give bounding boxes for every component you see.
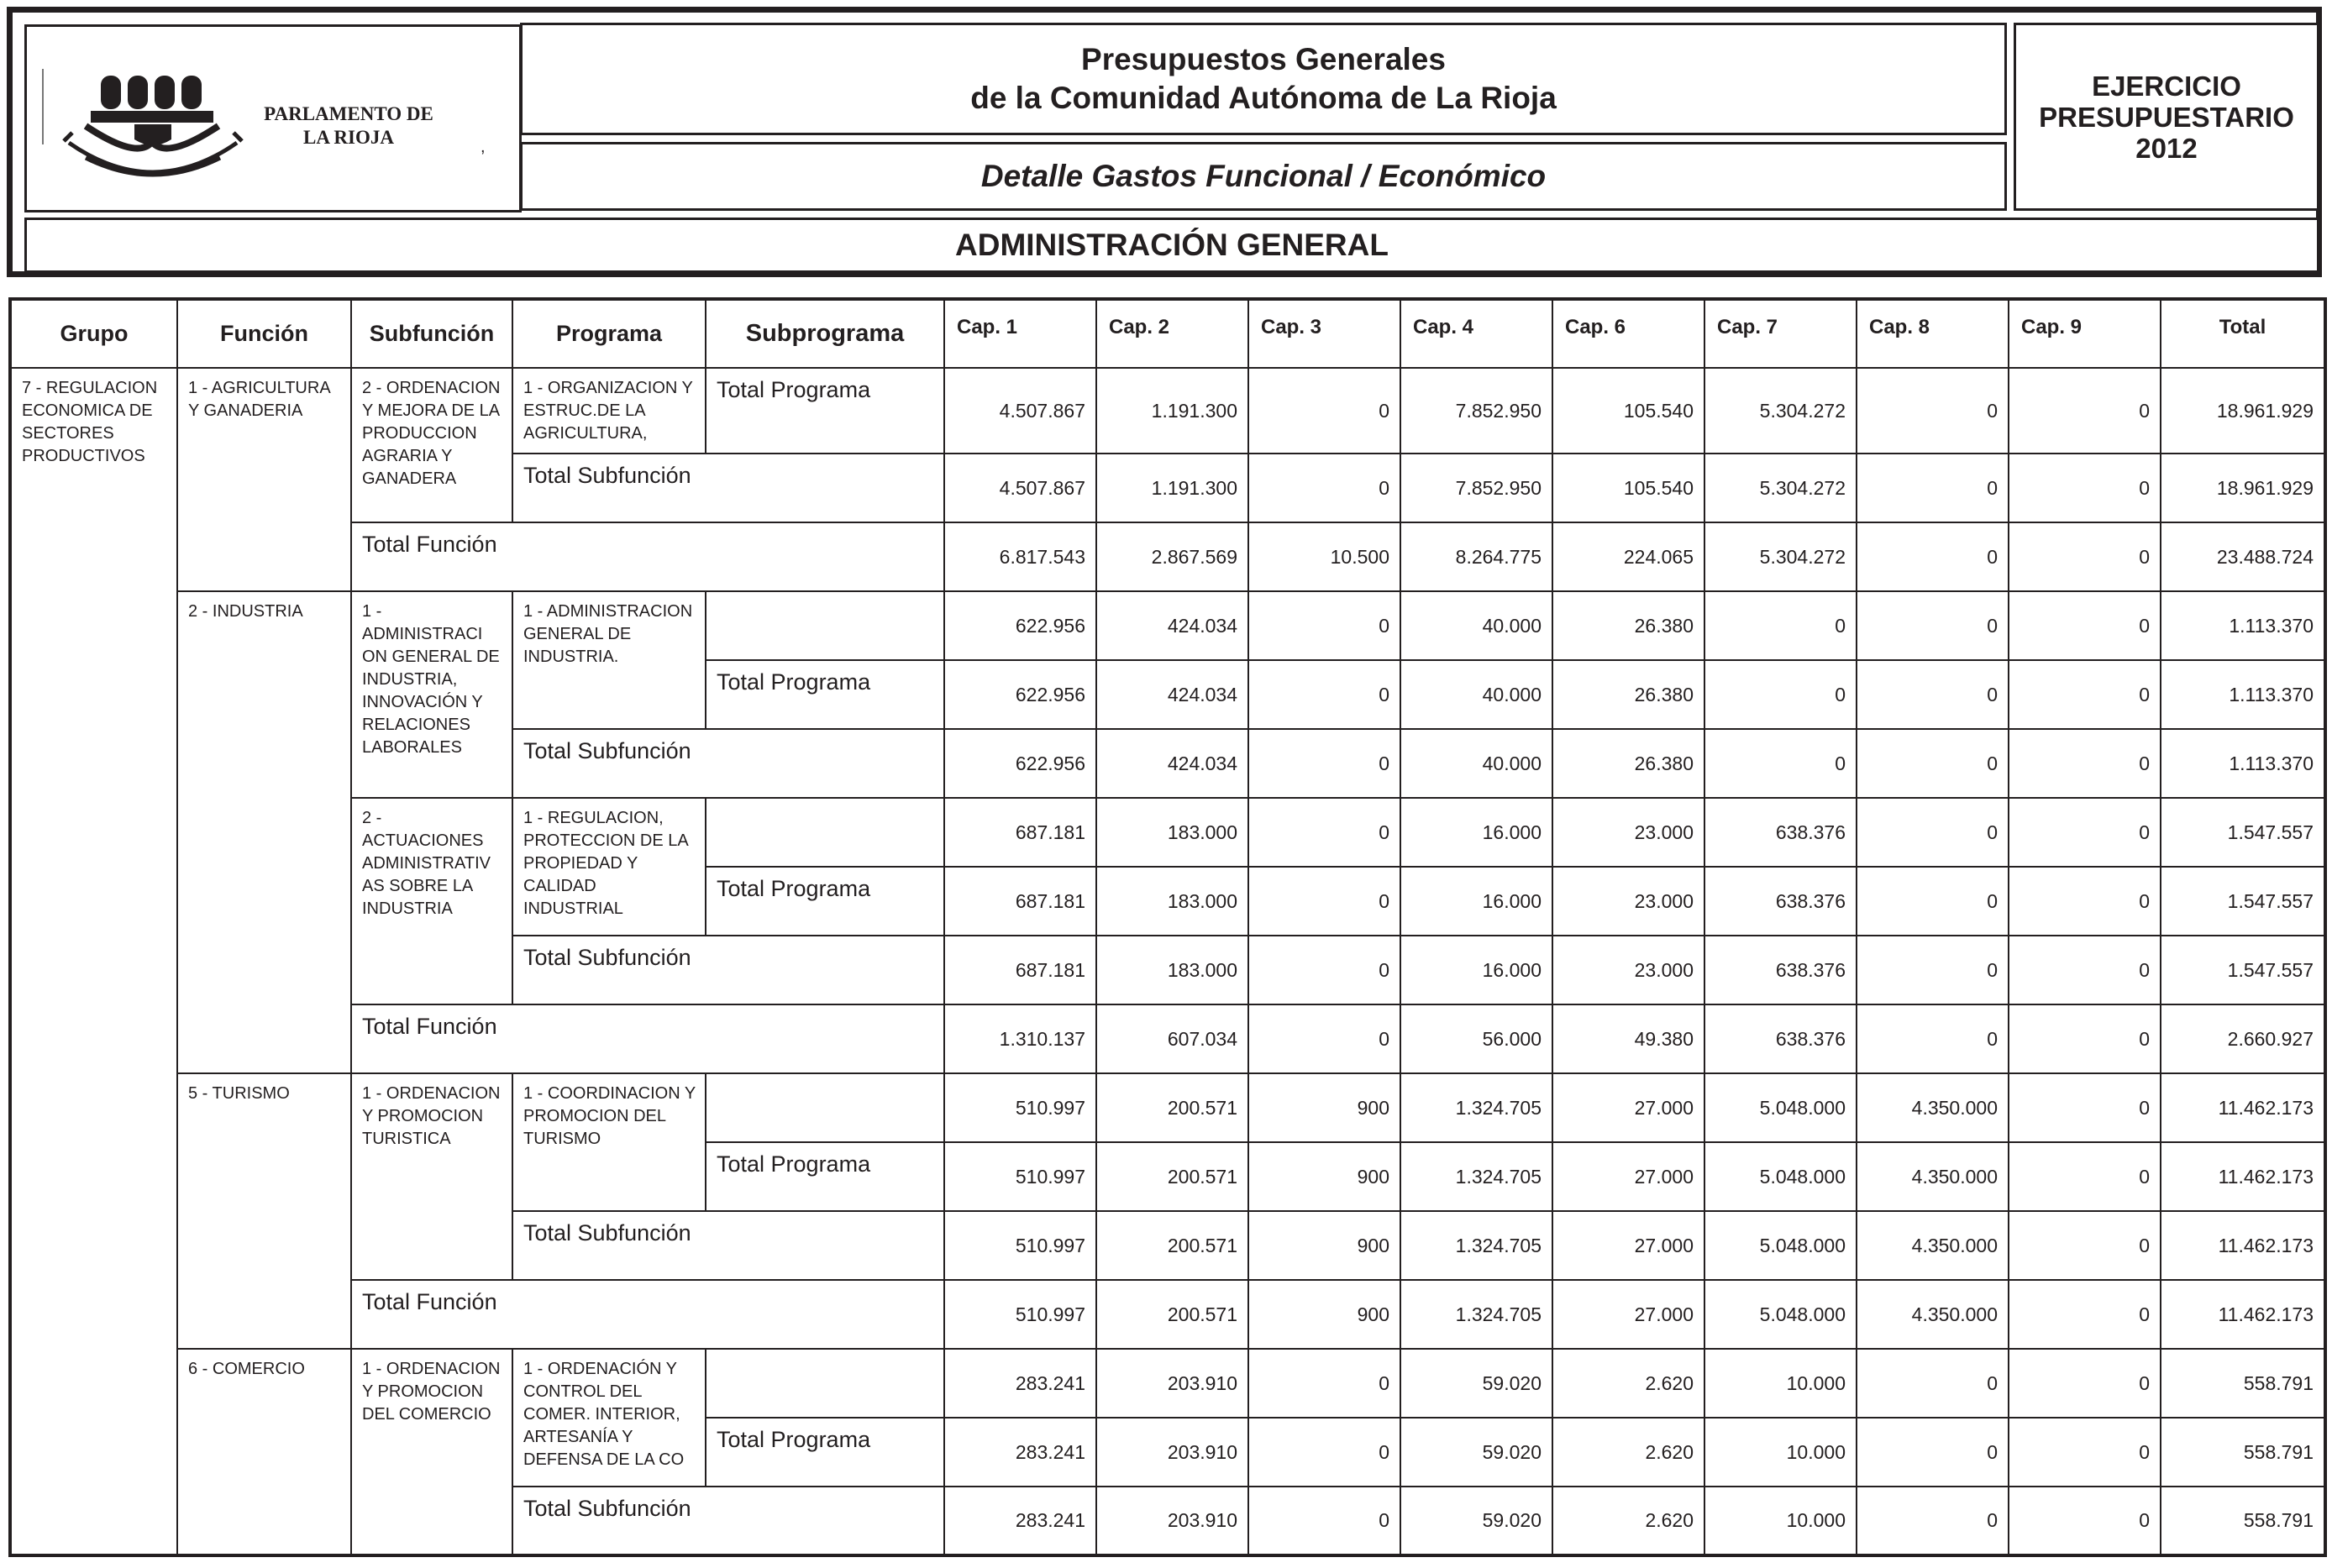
col-total: Total (2161, 299, 2325, 368)
value-cap7: 5.048.000 (1704, 1211, 1857, 1280)
value-cap3: 0 (1248, 591, 1400, 660)
total-programa-label: Total Programa (706, 368, 944, 454)
value-cap1: 510.997 (944, 1142, 1096, 1211)
value-cap1: 687.181 (944, 867, 1096, 936)
value-cap1: 283.241 (944, 1418, 1096, 1487)
value-cap2: 200.571 (1096, 1073, 1248, 1142)
value-cap4: 1.324.705 (1400, 1280, 1552, 1349)
value-total: 1.547.557 (2161, 936, 2325, 1004)
value-cap3: 0 (1248, 1004, 1400, 1073)
value-total: 558.791 (2161, 1487, 2325, 1555)
value-total: 18.961.929 (2161, 368, 2325, 454)
programa-cell: 1 - REGULACION, PROTECCION DE LA PROPIEDAD Y CALIDAD INDUSTRIAL (512, 798, 706, 936)
value-cap2: 203.910 (1096, 1418, 1248, 1487)
value-cap9: 0 (2009, 1418, 2161, 1487)
value-cap3: 0 (1248, 1418, 1400, 1487)
table-row (10, 591, 2325, 660)
value-cap6: 26.380 (1552, 591, 1704, 660)
value-cap8: 0 (1857, 454, 2009, 522)
value-cap6: 26.380 (1552, 729, 1704, 798)
col-cap1: Cap. 1 (944, 299, 1096, 368)
value-cap9: 0 (2009, 936, 2161, 1004)
value-cap2: 424.034 (1096, 591, 1248, 660)
value-cap6: 27.000 (1552, 1073, 1704, 1142)
value-cap4: 59.020 (1400, 1487, 1552, 1555)
total-subfuncion-label: Total Subfunción (512, 1487, 944, 1555)
table-header-row (10, 299, 2325, 368)
value-cap4: 56.000 (1400, 1004, 1552, 1073)
subprograma-cell (706, 798, 944, 867)
value-cap1: 283.241 (944, 1487, 1096, 1555)
value-total: 1.113.370 (2161, 729, 2325, 798)
value-total: 1.547.557 (2161, 798, 2325, 867)
value-cap7: 0 (1704, 591, 1857, 660)
value-cap3: 0 (1248, 1349, 1400, 1418)
logo-panel (24, 24, 522, 212)
value-cap9: 0 (2009, 660, 2161, 729)
subprograma-cell (706, 591, 944, 660)
value-cap1: 622.956 (944, 591, 1096, 660)
table-row (10, 522, 2325, 591)
value-cap9: 0 (2009, 729, 2161, 798)
value-cap2: 2.867.569 (1096, 522, 1248, 591)
funcion-cell: 1 - AGRICULTURA Y GANADERIA (177, 368, 351, 591)
report-subtitle: Detalle Gastos Funcional / Económico (520, 142, 2007, 211)
table-row (10, 1349, 2325, 1418)
budget-table (8, 297, 2327, 1557)
value-cap8: 0 (1857, 1487, 2009, 1555)
value-cap9: 0 (2009, 798, 2161, 867)
value-cap4: 40.000 (1400, 591, 1552, 660)
value-cap7: 5.048.000 (1704, 1073, 1857, 1142)
value-cap1: 687.181 (944, 798, 1096, 867)
col-cap4: Cap. 4 (1400, 299, 1552, 368)
total-programa-label: Total Programa (706, 660, 944, 729)
value-cap2: 200.571 (1096, 1280, 1248, 1349)
value-cap1: 6.817.543 (944, 522, 1096, 591)
value-cap7: 10.000 (1704, 1487, 1857, 1555)
value-cap7: 638.376 (1704, 867, 1857, 936)
value-cap4: 40.000 (1400, 729, 1552, 798)
value-cap2: 424.034 (1096, 660, 1248, 729)
value-total: 23.488.724 (2161, 522, 2325, 591)
col-cap2: Cap. 2 (1096, 299, 1248, 368)
value-cap1: 622.956 (944, 660, 1096, 729)
value-cap2: 200.571 (1096, 1211, 1248, 1280)
value-cap2: 1.191.300 (1096, 454, 1248, 522)
ejercicio-line2: PRESUPUESTARIO (2039, 101, 2294, 133)
col-programa: Programa (512, 299, 706, 368)
value-cap6: 2.620 (1552, 1487, 1704, 1555)
value-cap1: 510.997 (944, 1211, 1096, 1280)
total-subfuncion-label: Total Subfunción (512, 1211, 944, 1280)
value-cap8: 0 (1857, 936, 2009, 1004)
subfuncion-cell: 1 - ADMINISTRACI ON GENERAL DE INDUSTRIA, INNOVACIÓN Y RELACIONES LABORALES (351, 591, 512, 798)
col-cap7: Cap. 7 (1704, 299, 1857, 368)
value-cap7: 638.376 (1704, 1004, 1857, 1073)
ejercicio-year: 2012 (2135, 132, 2198, 164)
value-cap9: 0 (2009, 522, 2161, 591)
value-cap1: 510.997 (944, 1280, 1096, 1349)
value-cap7: 5.048.000 (1704, 1142, 1857, 1211)
value-cap7: 5.048.000 (1704, 1280, 1857, 1349)
value-cap2: 203.910 (1096, 1487, 1248, 1555)
col-cap8: Cap. 8 (1857, 299, 2009, 368)
subprograma-cell (706, 1073, 944, 1142)
subprograma-cell (706, 1349, 944, 1418)
value-cap3: 0 (1248, 867, 1400, 936)
parliament-logo-icon (60, 60, 262, 186)
logo-text-line2: LA RIOJA (303, 127, 394, 148)
value-cap9: 0 (2009, 368, 2161, 454)
value-cap3: 0 (1248, 454, 1400, 522)
value-cap8: 0 (1857, 1418, 2009, 1487)
value-cap4: 8.264.775 (1400, 522, 1552, 591)
value-cap9: 0 (2009, 454, 2161, 522)
total-programa-label: Total Programa (706, 867, 944, 936)
title-line1: Presupuestos Generales (1081, 42, 1446, 76)
grupo-cell: 7 - REGULACION ECONOMICA DE SECTORES PRODUCTIVOS (10, 368, 177, 1555)
value-cap2: 424.034 (1096, 729, 1248, 798)
subfuncion-cell: 2 - ORDENACION Y MEJORA DE LA PRODUCCION AGRARIA Y GANADERA (351, 368, 512, 522)
table-row (10, 1280, 2325, 1349)
value-cap3: 0 (1248, 936, 1400, 1004)
subfuncion-cell: 1 - ORDENACION Y PROMOCION DEL COMERCIO (351, 1349, 512, 1555)
value-cap2: 607.034 (1096, 1004, 1248, 1073)
value-cap2: 200.571 (1096, 1142, 1248, 1211)
report-header (7, 7, 2322, 277)
value-cap9: 0 (2009, 1211, 2161, 1280)
title-line2: de la Comunidad Autónoma de La Rioja (970, 81, 1557, 115)
value-cap8: 0 (1857, 591, 2009, 660)
value-cap7: 10.000 (1704, 1418, 1857, 1487)
value-cap9: 0 (2009, 1349, 2161, 1418)
total-funcion-label: Total Función (351, 1280, 944, 1349)
value-cap4: 59.020 (1400, 1418, 1552, 1487)
value-cap8: 0 (1857, 660, 2009, 729)
value-cap9: 0 (2009, 1142, 2161, 1211)
subfuncion-cell: 2 - ACTUACIONES ADMINISTRATIV AS SOBRE LA INDUSTRIA (351, 798, 512, 1004)
value-total: 1.113.370 (2161, 591, 2325, 660)
value-cap3: 0 (1248, 729, 1400, 798)
value-cap4: 1.324.705 (1400, 1142, 1552, 1211)
value-cap3: 0 (1248, 660, 1400, 729)
value-cap1: 4.507.867 (944, 368, 1096, 454)
value-cap4: 1.324.705 (1400, 1211, 1552, 1280)
value-cap6: 105.540 (1552, 454, 1704, 522)
value-total: 18.961.929 (2161, 454, 2325, 522)
value-cap4: 16.000 (1400, 936, 1552, 1004)
value-total: 1.547.557 (2161, 867, 2325, 936)
total-funcion-label: Total Función (351, 1004, 944, 1073)
value-cap1: 1.310.137 (944, 1004, 1096, 1073)
value-cap2: 203.910 (1096, 1349, 1248, 1418)
table-row (10, 1004, 2325, 1073)
value-total: 558.791 (2161, 1349, 2325, 1418)
value-cap8: 0 (1857, 522, 2009, 591)
total-subfuncion-label: Total Subfunción (512, 936, 944, 1004)
value-cap1: 687.181 (944, 936, 1096, 1004)
value-cap9: 0 (2009, 1280, 2161, 1349)
value-cap9: 0 (2009, 1004, 2161, 1073)
value-cap4: 16.000 (1400, 867, 1552, 936)
value-cap9: 0 (2009, 867, 2161, 936)
col-grupo: Grupo (10, 299, 177, 368)
value-cap6: 23.000 (1552, 936, 1704, 1004)
value-cap1: 622.956 (944, 729, 1096, 798)
table-row (10, 798, 2325, 867)
value-cap6: 49.380 (1552, 1004, 1704, 1073)
value-cap8: 0 (1857, 729, 2009, 798)
value-cap2: 183.000 (1096, 936, 1248, 1004)
programa-cell: 1 - ORDENACIÓN Y CONTROL DEL COMER. INTERIOR, ARTESANÍA Y DEFENSA DE LA CO (512, 1349, 706, 1487)
value-cap9: 0 (2009, 591, 2161, 660)
value-cap9: 0 (2009, 1073, 2161, 1142)
value-cap6: 23.000 (1552, 867, 1704, 936)
value-cap4: 40.000 (1400, 660, 1552, 729)
col-subfuncion: Subfunción (351, 299, 512, 368)
col-cap3: Cap. 3 (1248, 299, 1400, 368)
total-programa-label: Total Programa (706, 1418, 944, 1487)
value-cap7: 638.376 (1704, 936, 1857, 1004)
value-cap1: 4.507.867 (944, 454, 1096, 522)
value-cap8: 4.350.000 (1857, 1073, 2009, 1142)
value-cap8: 0 (1857, 867, 2009, 936)
value-total: 558.791 (2161, 1418, 2325, 1487)
value-cap6: 105.540 (1552, 368, 1704, 454)
ejercicio-panel (2014, 23, 2319, 211)
value-total: 2.660.927 (2161, 1004, 2325, 1073)
value-cap3: 900 (1248, 1142, 1400, 1211)
value-cap2: 183.000 (1096, 798, 1248, 867)
value-cap2: 183.000 (1096, 867, 1248, 936)
total-subfuncion-label: Total Subfunción (512, 729, 944, 798)
value-cap4: 1.324.705 (1400, 1073, 1552, 1142)
ejercicio-line1: EJERCICIO (2092, 70, 2241, 102)
value-cap6: 2.620 (1552, 1349, 1704, 1418)
logo-comma-mark: , (481, 138, 486, 156)
col-funcion: Función (177, 299, 351, 368)
logo-text-line1: PARLAMENTO DE (264, 103, 433, 124)
total-funcion-label: Total Función (351, 522, 944, 591)
col-cap6: Cap. 6 (1552, 299, 1704, 368)
value-cap7: 5.304.272 (1704, 522, 1857, 591)
programa-cell: 1 - ORGANIZACION Y ESTRUC.DE LA AGRICULTURA, (512, 368, 706, 454)
value-cap3: 900 (1248, 1073, 1400, 1142)
value-cap3: 10.500 (1248, 522, 1400, 591)
funcion-cell: 5 - TURISMO (177, 1073, 351, 1349)
logo-text (260, 102, 437, 149)
value-cap8: 0 (1857, 798, 2009, 867)
subfuncion-cell: 1 - ORDENACION Y PROMOCION TURISTICA (351, 1073, 512, 1280)
value-total: 11.462.173 (2161, 1073, 2325, 1142)
value-cap1: 283.241 (944, 1349, 1096, 1418)
value-cap8: 4.350.000 (1857, 1280, 2009, 1349)
programa-cell: 1 - ADMINISTRACION GENERAL DE INDUSTRIA. (512, 591, 706, 729)
value-cap7: 638.376 (1704, 798, 1857, 867)
value-cap6: 27.000 (1552, 1142, 1704, 1211)
col-cap9: Cap. 9 (2009, 299, 2161, 368)
value-cap1: 510.997 (944, 1073, 1096, 1142)
programa-cell: 1 - COORDINACION Y PROMOCION DEL TURISMO (512, 1073, 706, 1211)
value-cap7: 5.304.272 (1704, 454, 1857, 522)
value-cap3: 900 (1248, 1280, 1400, 1349)
value-cap7: 10.000 (1704, 1349, 1857, 1418)
value-cap8: 0 (1857, 1349, 2009, 1418)
value-cap6: 224.065 (1552, 522, 1704, 591)
value-total: 1.113.370 (2161, 660, 2325, 729)
value-total: 11.462.173 (2161, 1142, 2325, 1211)
value-cap3: 0 (1248, 1487, 1400, 1555)
value-cap7: 0 (1704, 660, 1857, 729)
margin-mark (42, 69, 44, 144)
report-title (520, 23, 2007, 135)
value-cap4: 7.852.950 (1400, 368, 1552, 454)
table-row (10, 1073, 2325, 1142)
value-cap8: 0 (1857, 368, 2009, 454)
value-total: 11.462.173 (2161, 1211, 2325, 1280)
value-cap6: 27.000 (1552, 1280, 1704, 1349)
value-cap8: 4.350.000 (1857, 1142, 2009, 1211)
value-cap8: 0 (1857, 1004, 2009, 1073)
value-cap4: 59.020 (1400, 1349, 1552, 1418)
value-cap3: 0 (1248, 368, 1400, 454)
value-cap3: 900 (1248, 1211, 1400, 1280)
value-cap6: 26.380 (1552, 660, 1704, 729)
total-subfuncion-label: Total Subfunción (512, 454, 944, 522)
value-cap4: 16.000 (1400, 798, 1552, 867)
value-cap6: 2.620 (1552, 1418, 1704, 1487)
value-cap7: 5.304.272 (1704, 368, 1857, 454)
value-cap3: 0 (1248, 798, 1400, 867)
value-cap8: 4.350.000 (1857, 1211, 2009, 1280)
value-cap6: 23.000 (1552, 798, 1704, 867)
value-cap2: 1.191.300 (1096, 368, 1248, 454)
value-cap9: 0 (2009, 1487, 2161, 1555)
total-programa-label: Total Programa (706, 1142, 944, 1211)
funcion-cell: 6 - COMERCIO (177, 1349, 351, 1555)
section-title: ADMINISTRACIÓN GENERAL (24, 218, 2319, 273)
value-cap7: 0 (1704, 729, 1857, 798)
value-total: 11.462.173 (2161, 1280, 2325, 1349)
col-subprograma: Subprograma (706, 299, 944, 368)
value-cap6: 27.000 (1552, 1211, 1704, 1280)
table-row (10, 368, 2325, 454)
value-cap4: 7.852.950 (1400, 454, 1552, 522)
funcion-cell: 2 - INDUSTRIA (177, 591, 351, 1073)
